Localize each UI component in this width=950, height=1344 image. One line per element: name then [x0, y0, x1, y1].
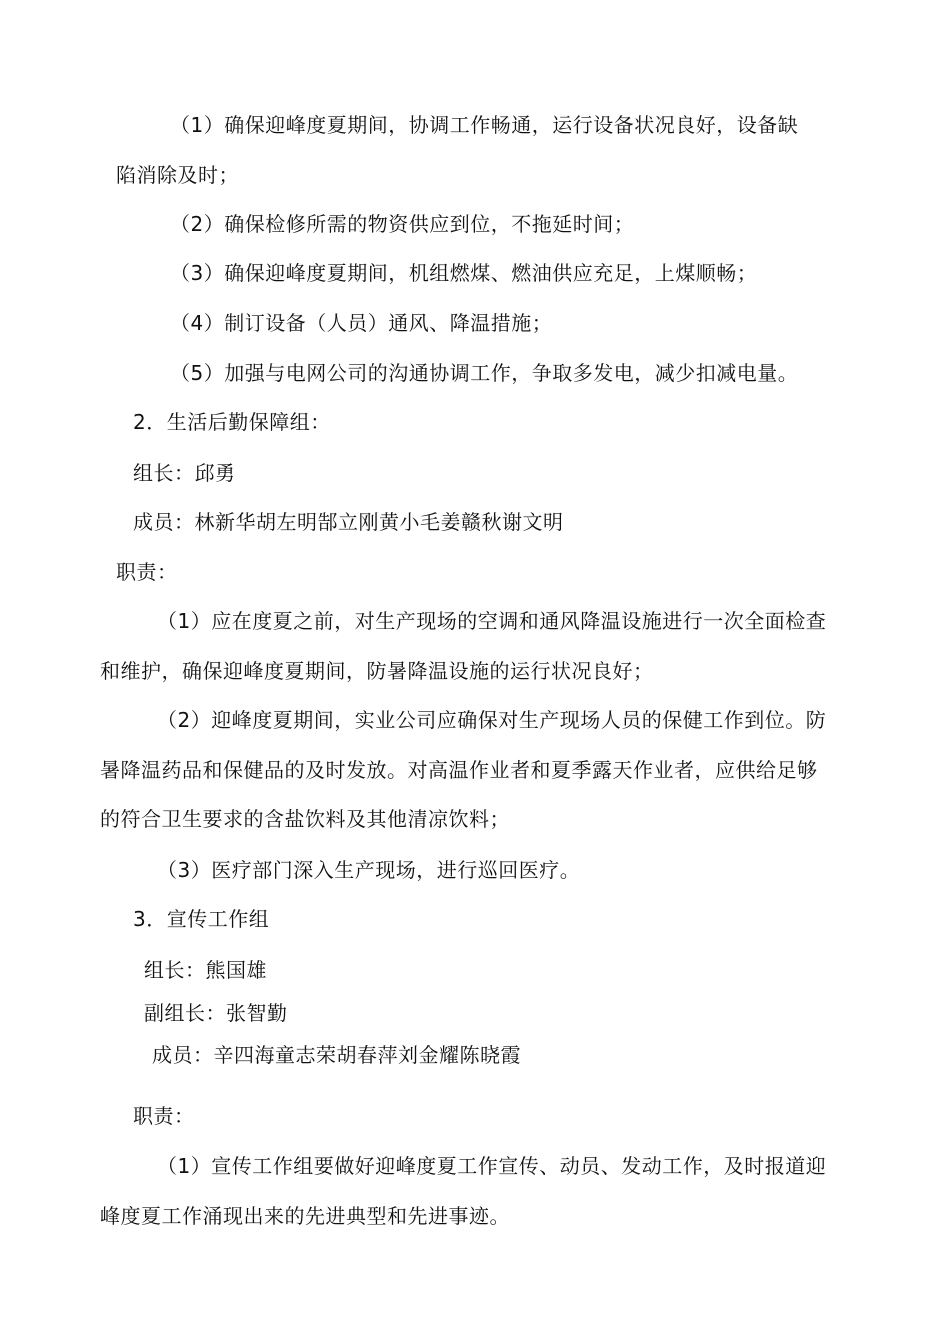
- section2-item1-line2: 和维护，确保迎峰度夏期间，防暑降温设施的运行状况良好；: [100, 659, 654, 683]
- section3-deputy-leader: 副组长：张智勤: [144, 1001, 288, 1025]
- section2-members: 成员：林新华胡左明郜立刚黄小毛姜赣秋谢文明: [133, 510, 564, 534]
- section1-item3: （3）确保迎峰度夏期间，机组燃煤、燃油供应充足，上煤顺畅；: [170, 261, 758, 285]
- section2-item2-line3: 的符合卫生要求的含盐饮料及其他清凉饮料；: [100, 807, 510, 831]
- section2-heading: 2．生活后勤保障组：: [133, 410, 331, 434]
- section2-duties-label: 职责：: [116, 560, 178, 584]
- section1-item2: （2）确保检修所需的物资供应到位，不拖延时间；: [170, 212, 635, 236]
- section1-item4: （4）制订设备（人员）通风、降温措施；: [170, 311, 553, 335]
- section3-item1-line2: 峰度夏工作涌现出来的先进典型和先进事迹。: [100, 1204, 510, 1228]
- section2-leader: 组长：邱勇: [133, 461, 236, 485]
- section2-item1-line1: （1）应在度夏之前，对生产现场的空调和通风降温设施进行一次全面检查: [157, 609, 827, 633]
- section3-members: 成员：辛四海童志荣胡春萍刘金耀陈晓霞: [152, 1043, 521, 1067]
- section1-item1-line1: （1）确保迎峰度夏期间，协调工作畅通，运行设备状况良好，设备缺: [170, 113, 799, 137]
- section3-heading: 3．宣传工作组: [133, 907, 270, 931]
- section2-item2-line2: 暑降温药品和保健品的及时发放。对高温作业者和夏季露天作业者，应供给足够: [100, 758, 818, 782]
- section3-leader: 组长：熊国雄: [144, 958, 267, 982]
- section3-duties-label: 职责：: [133, 1104, 195, 1128]
- section2-item2-line1: （2）迎峰度夏期间，实业公司应确保对生产现场人员的保健工作到位。防: [157, 708, 827, 732]
- section1-item5: （5）加强与电网公司的沟通协调工作，争取多发电，减少扣减电量。: [170, 361, 799, 385]
- section1-item1-line2: 陷消除及时；: [116, 163, 239, 187]
- section3-item1-line1: （1）宣传工作组要做好迎峰度夏工作宣传、动员、发动工作，及时报道迎: [157, 1154, 827, 1178]
- section2-item3: （3）医疗部门深入生产现场，进行巡回医疗。: [157, 858, 581, 882]
